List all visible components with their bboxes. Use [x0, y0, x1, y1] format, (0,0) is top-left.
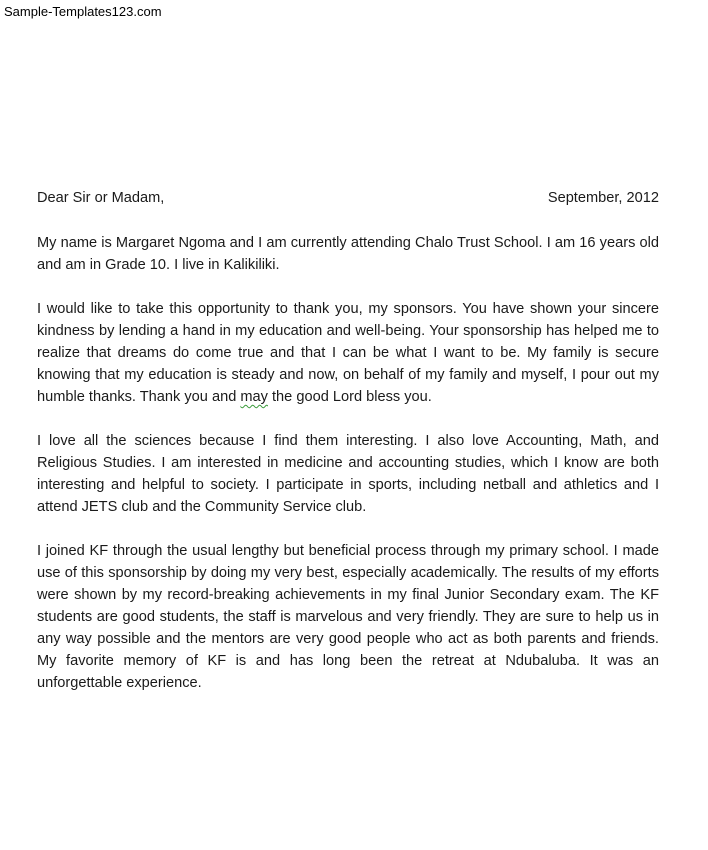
paragraph-thanks-text: I would like to take this opportunity to thank you, my sponsors. You have shown your sincere kindness by lending a hand in my education and well-being. Your sponsorship has helped me to realize that dreams do come true and that I can be what I want to be. My family is secure knowing that my education is steady and now, on behalf of my family and myself, I pour out my humble thanks. Thank you and [37, 301, 659, 405]
letter-header [37, 187, 659, 209]
paragraph-interests: I love all the sciences because I find them interesting. I also love Accounting, Math, and Religious Studies. I am interested in medicine and accounting studies, which I know are both interesting and helpful to society. I participate in sports, including netball and athletics and I attend JETS club and the Community Service club. [37, 433, 659, 515]
spellcheck-flagged-word: may [240, 389, 268, 405]
paragraph-introduction: My name is Margaret Ngoma and I am currently attending Chalo Trust School. I am 16 years old and am in Grade 10. I live in Kalikiliki. [37, 235, 659, 273]
watermark: Sample-Templates123.com [4, 4, 162, 19]
salutation: Dear Sir or Madam, [37, 190, 165, 206]
paragraph-thanks [37, 298, 659, 408]
letter-body [37, 187, 659, 694]
paragraph-kf-experience: I joined KF through the usual lengthy but beneficial process through my primary school. I made use of this sponsorship by doing my very best, especially academically. The results of my efforts were shown by my record-breaking achievements in my final Junior Secondary exam. The KF students are good students, the staff is marvelous and very friendly. They are sure to help us in any way possible and the mentors are very good people who act as both parents and friends. My favorite memory of KF is and has long been the retreat at Ndubaluba. It was an unforgettable experience. [37, 543, 659, 691]
letter-date: September, 2012 [547, 190, 659, 206]
paragraph-thanks-tail: the good Lord bless you. [267, 389, 432, 405]
